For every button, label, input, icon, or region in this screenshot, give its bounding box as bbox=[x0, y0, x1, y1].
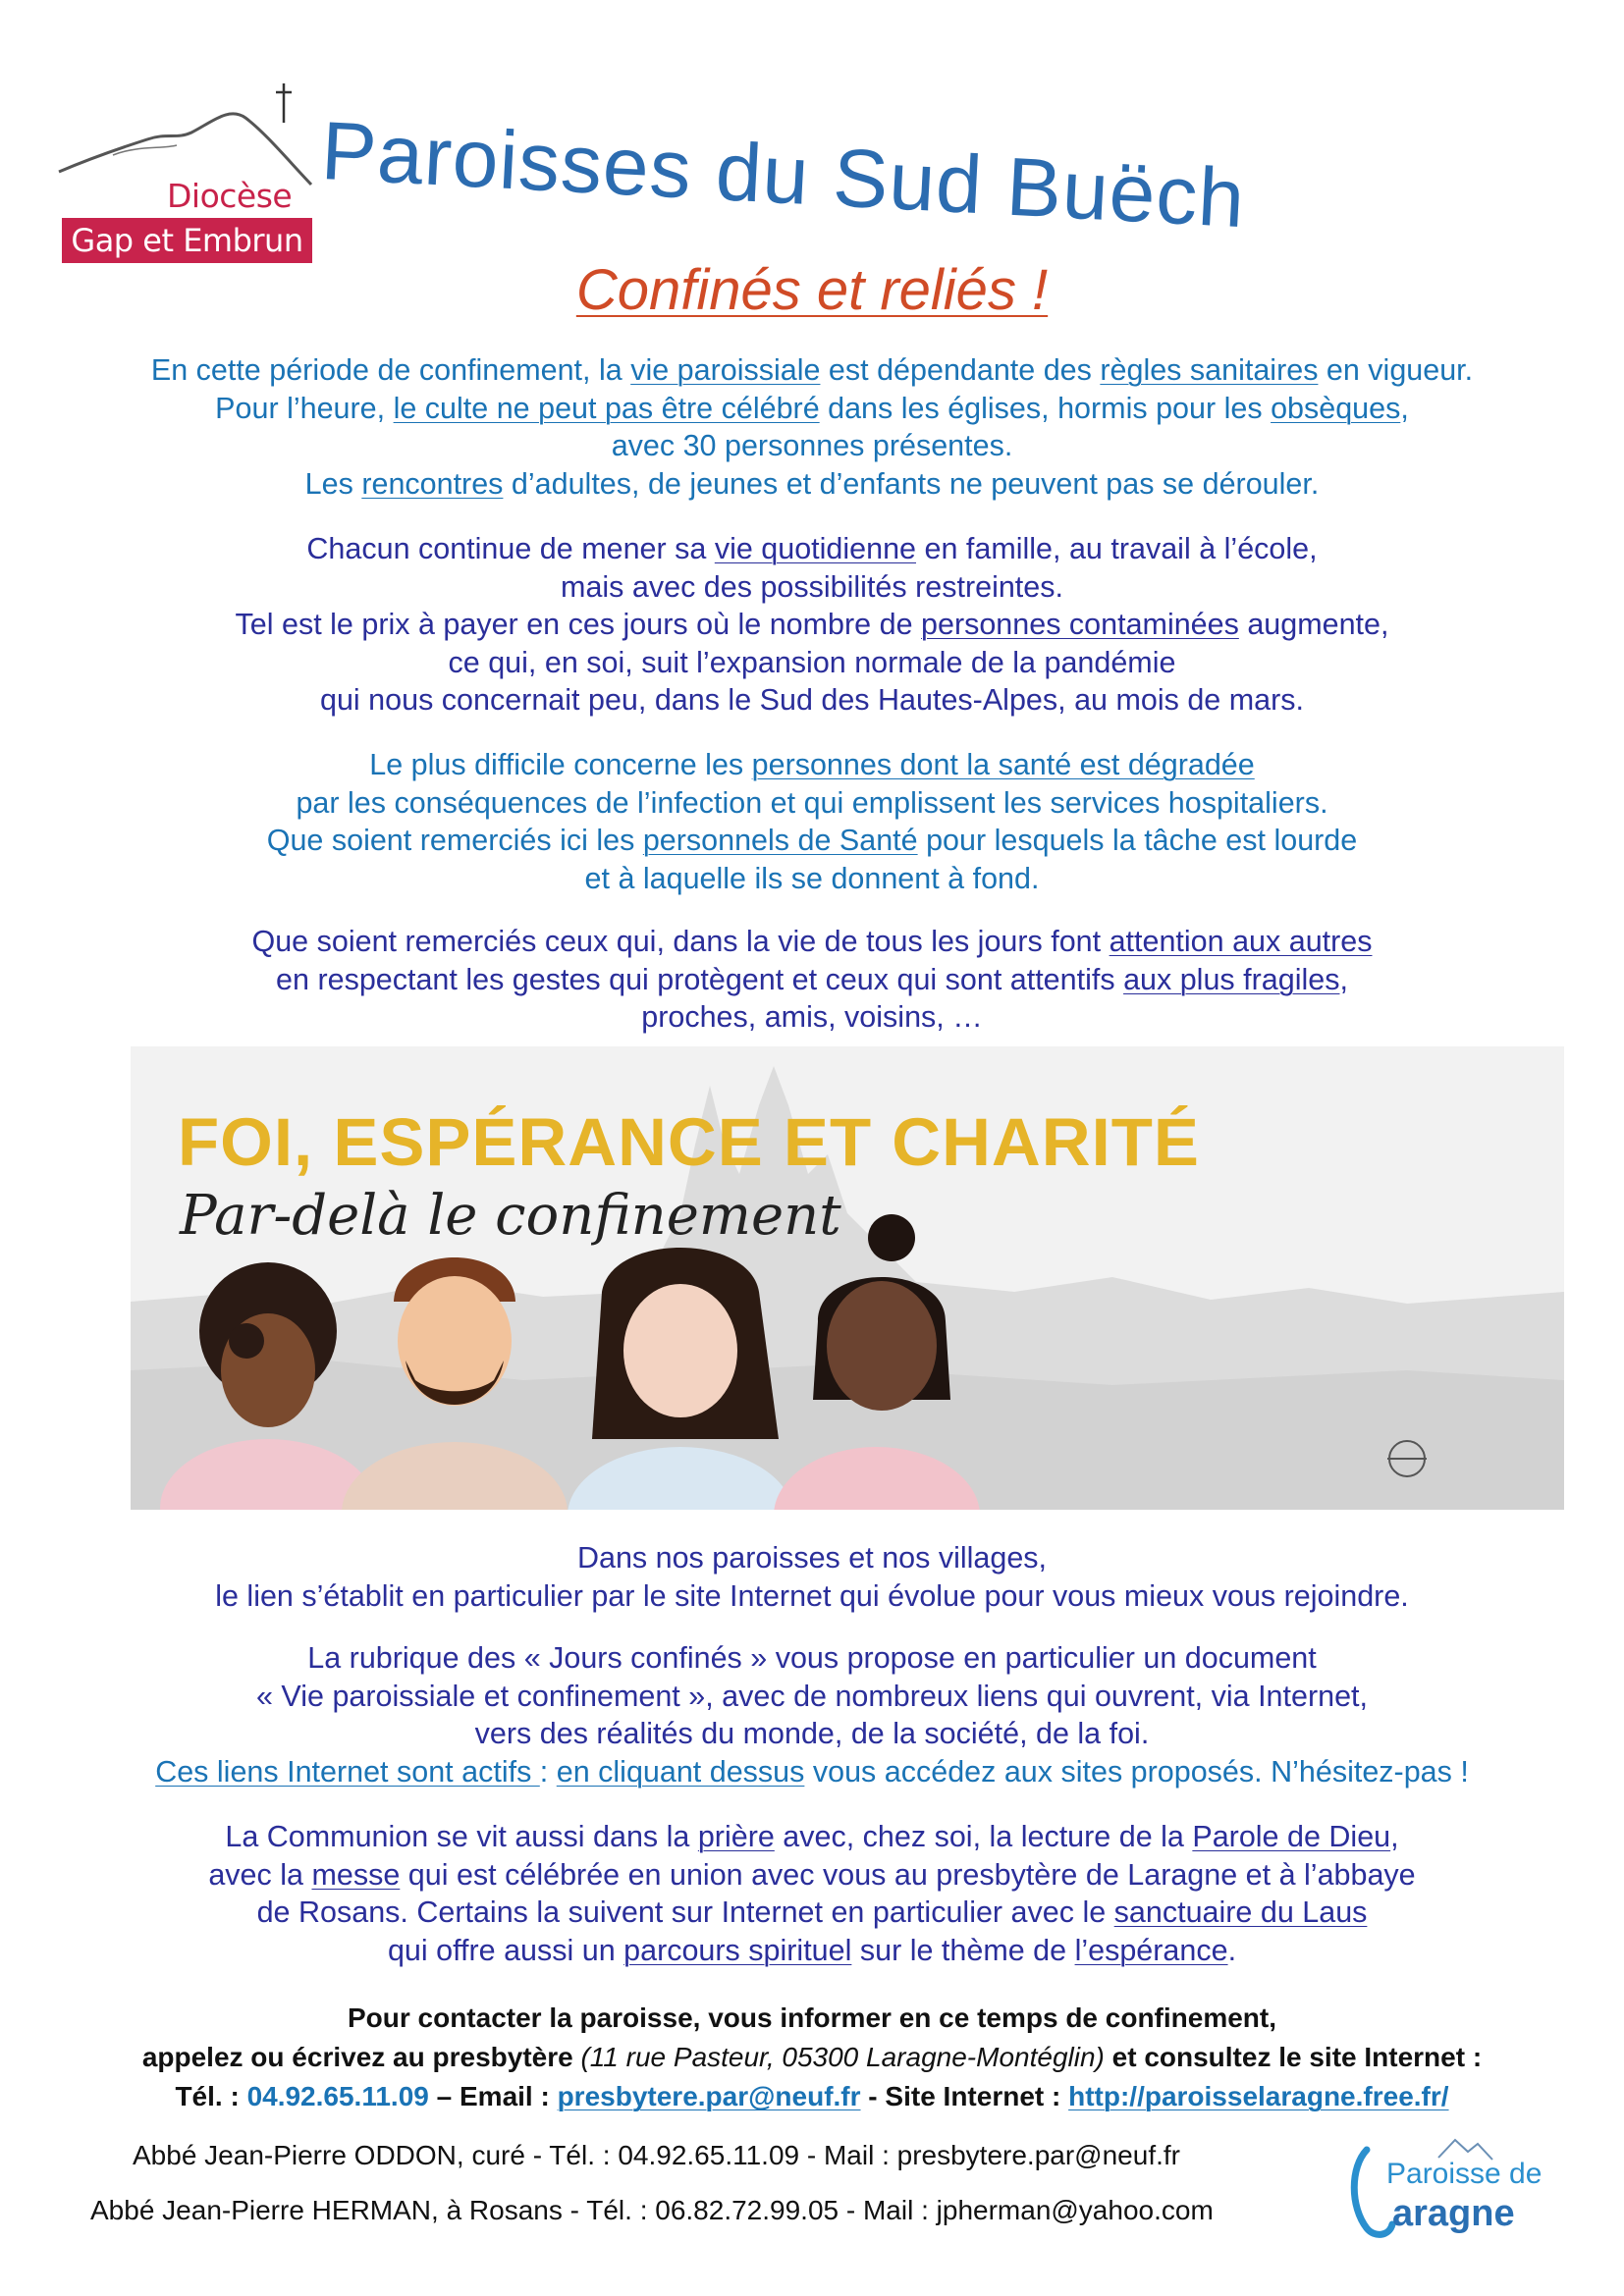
text-line: Dans nos paroisses et nos villages, bbox=[576, 1541, 1048, 1575]
text-line: mais avec des possibilités restreintes. bbox=[561, 569, 1063, 604]
email-link[interactable]: presbytere.par@neuf.fr bbox=[557, 2081, 861, 2111]
text-line: proches, amis, voisins, … bbox=[641, 1000, 983, 1034]
text-line: Chacun continue de mener sa vie quotidienne en famille, au travail à l’école, bbox=[306, 532, 1318, 565]
text-line: Ces liens Internet sont actifs : en cliquant dessus vous accédez aux sites proposés. N’hésitez-pas ! bbox=[155, 1754, 1469, 1789]
link-text[interactable]: parcours spirituel bbox=[623, 1933, 852, 1967]
parish-logo-line2: aragne bbox=[1392, 2193, 1515, 2234]
text-line: qui nous concernait peu, dans le Sud des Hautes-Alpes, au mois de mars. bbox=[320, 683, 1304, 717]
contact-block bbox=[0, 1999, 1624, 2116]
clergy-line-oddon: Abbé Jean-Pierre ODDON, curé - Tél. : 04.92.65.11.09 - Mail : presbytere.par@neuf.fr bbox=[133, 2140, 1180, 2170]
diocese-logo bbox=[54, 79, 319, 275]
text-line: La rubrique des « Jours confinés » vous propose en particulier un document bbox=[307, 1641, 1317, 1675]
text-line: vers des réalités du monde, de la société, de la foi. bbox=[474, 1717, 1150, 1750]
paragraph-2 bbox=[59, 530, 1565, 720]
diocese-label: Diocèse bbox=[167, 177, 293, 215]
text-line: avec 30 personnes présentes. bbox=[611, 429, 1013, 462]
paragraph-3 bbox=[59, 746, 1565, 897]
link-text[interactable]: sanctuaire du Laus bbox=[1113, 1896, 1368, 1929]
text-line: En cette période de confinement, la vie paroissiale est dépendante des règles sanitaires en vigueur. bbox=[150, 353, 1474, 387]
text-line: en respectant les gestes qui protègent et ceux qui sont attentifs aux plus fragiles, bbox=[276, 962, 1348, 996]
text-line: le lien s’établit en particulier par le site Internet qui évolue pour vous mieux vous rejoindre. bbox=[215, 1578, 1409, 1613]
banner-headline: FOI, ESPÉRANCE ET CHARITÉ bbox=[178, 1104, 1200, 1180]
link-text[interactable]: en cliquant dessus bbox=[556, 1754, 805, 1789]
parish-logo bbox=[1345, 2138, 1551, 2246]
website-link[interactable]: http://paroisselaragne.free.fr/ bbox=[1068, 2081, 1449, 2111]
text-line: Que soient remerciés ici les personnels de Santé pour lesquels la tâche est lourde bbox=[266, 824, 1358, 857]
page-subtitle: Confinés et reliés ! bbox=[575, 258, 1049, 322]
parish-logo-line1: Paroisse de bbox=[1386, 2158, 1543, 2190]
link-text[interactable]: l’espérance bbox=[1074, 1933, 1228, 1967]
page-title: Paroisses du Sud Buëch bbox=[319, 103, 1248, 245]
link-text[interactable]: Parole de Dieu bbox=[1192, 1820, 1391, 1853]
text-line: avec la messe qui est célébrée en union avec vous au presbytère de Laragne et à l’abbaye bbox=[208, 1857, 1416, 1892]
text-line: qui offre aussi un parcours spirituel sur le thème de l’espérance. bbox=[387, 1933, 1237, 1967]
text-line: Pour l’heure, le culte ne peut pas être célébré dans les églises, hormis pour les obsèques, bbox=[215, 391, 1409, 425]
paragraph-7 bbox=[59, 1818, 1565, 1969]
text-line: par les conséquences de l’infection et qui emplissent les services hospitaliers. bbox=[296, 785, 1328, 820]
text-line: « Vie paroissiale et confinement », avec de nombreux liens qui ouvrent, via Internet, bbox=[256, 1679, 1368, 1713]
text-line: Les rencontres d’adultes, de jeunes et d’enfants ne peuvent pas se dérouler. bbox=[304, 466, 1320, 501]
phone-number: 04.92.65.11.09 bbox=[246, 2081, 429, 2111]
contact-line: Pour contacter la paroisse, vous informer en ce temps de confinement, bbox=[347, 2002, 1277, 2033]
text-line: Que soient remerciés ceux qui, dans la vie de tous les jours font attention aux autres bbox=[251, 925, 1373, 958]
contact-line: appelez ou écrivez au presbytère (11 rue Pasteur, 05300 Laragne-Montéglin) et consultez le site Internet : bbox=[141, 2042, 1483, 2072]
text-line: et à laquelle ils se donnent à fond. bbox=[584, 861, 1040, 895]
text-line: Le plus difficile concerne les personnes dont la santé est dégradée bbox=[369, 748, 1255, 781]
diocese-name-box: Gap et Embrun bbox=[62, 218, 312, 263]
text-line: ce qui, en soi, suit l’expansion normale de la pandémie bbox=[448, 645, 1176, 679]
text-line: La Communion se vit aussi dans la prière avec, chez soi, la lecture de la Parole de Dieu, bbox=[225, 1820, 1399, 1853]
contact-line: Tél. : 04.92.65.11.09 – Email : presbytere.par@neuf.fr - Site Internet : http://paroisselaragne.free.fr/ bbox=[175, 2081, 1449, 2111]
paragraph-1 bbox=[59, 351, 1565, 503]
link-text[interactable]: prière bbox=[697, 1820, 775, 1853]
banner-image bbox=[131, 1046, 1564, 1510]
paragraph-4 bbox=[59, 923, 1565, 1037]
paragraph-6 bbox=[59, 1639, 1565, 1790]
paragraph-5 bbox=[59, 1539, 1565, 1615]
text-line: de Rosans. Certains la suivent sur Internet en particulier avec le sanctuaire du Laus bbox=[256, 1896, 1368, 1929]
text-line: Tel est le prix à payer en ces jours où le nombre de personnes contaminées augmente, bbox=[235, 608, 1389, 641]
clergy-line-herman: Abbé Jean-Pierre HERMAN, à Rosans - Tél. : 06.82.72.99.05 - Mail : jpherman@yahoo.com bbox=[90, 2195, 1214, 2225]
link-text[interactable]: Ces liens Internet sont actifs bbox=[155, 1754, 540, 1789]
link-text[interactable]: messe bbox=[311, 1857, 401, 1892]
banner-tagline: Par-delà le confinement bbox=[180, 1184, 841, 1248]
